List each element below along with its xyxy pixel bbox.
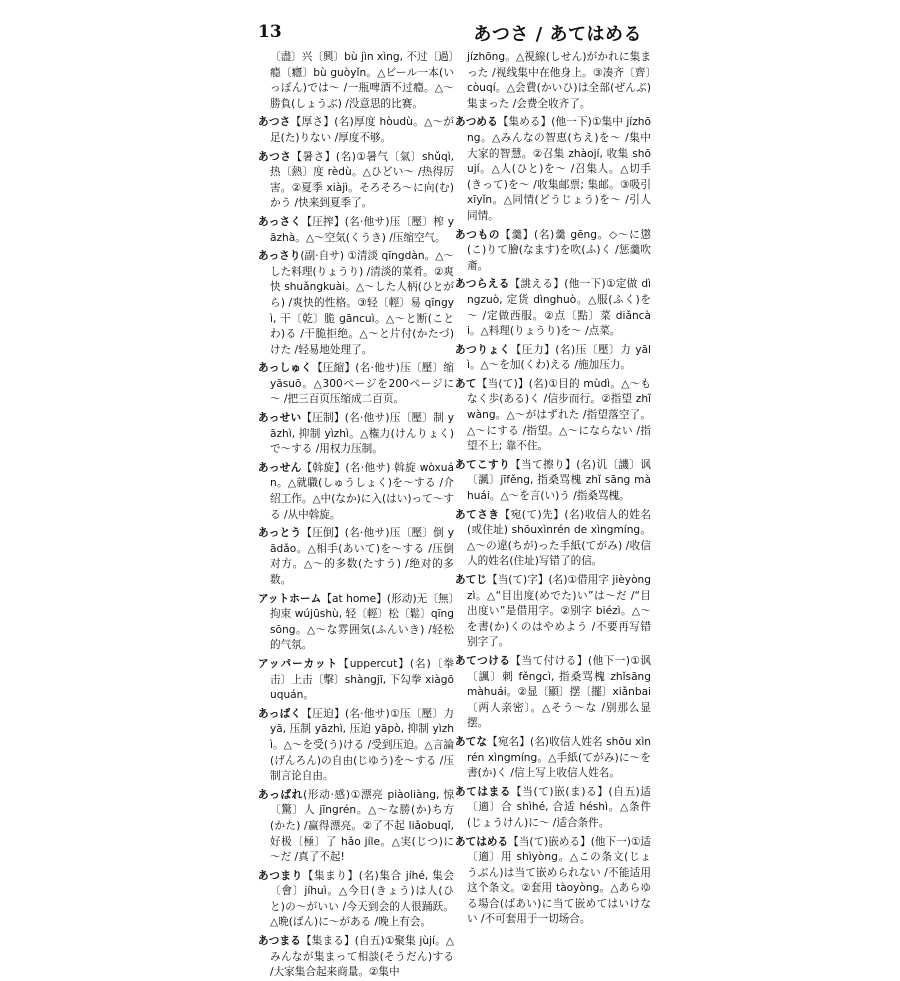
dictionary-entry xyxy=(455,377,651,455)
dictionary-entry xyxy=(455,785,651,832)
page-number: 13 xyxy=(258,22,282,42)
entry-definition: 【圧迫】(名·他サ)①压〔壓〕力 yā, 压制 yāzhì, 压迫 yāpò, 抑制 yìzhì。△～を受(う)ける /受到压迫。△言論(げんろん)の自由(じゆう)を～する /压制言论自由。 xyxy=(270,707,454,783)
dictionary-entry xyxy=(258,50,454,112)
entry-headword: あっせい xyxy=(258,412,302,425)
entry-headword: あっしゅく xyxy=(258,362,313,375)
entry-definition: 〔盡〕兴〔興〕bù jìn xìng, 不过〔過〕瘾〔癮〕bù guòyǐn。△ビール一本(いっぽん)では～ /一瓶啤酒不过瘾。△～勝負(しょうぶ) /没意思的比赛。 xyxy=(270,51,454,110)
entry-headword: あてな xyxy=(455,735,488,748)
entry-definition: 【uppercut】(名)〔拳击〕上击〔擊〕shàngjī, 下勾拳 xiàgōuquán。 xyxy=(270,657,454,702)
entry-definition: 【圧倒】(名·他サ)压〔壓〕倒 yādǎo。△相手(あいて)を～する /压倒对方。△～的多数(たすう) /绝对的多数。 xyxy=(270,527,454,586)
dictionary-entry xyxy=(455,735,651,782)
entry-definition: 【at home】(形动)无〔無〕拘束 wújūshù, 轻〔輕〕松〔鬆〕qīng sōng。△～な雰囲気(ふんいき) /轻松的气氛。 xyxy=(270,592,454,652)
dictionary-entry xyxy=(258,788,454,866)
entry-headword: あつさ xyxy=(258,150,292,163)
dictionary-entry xyxy=(258,249,454,358)
entry-headword: あつまる xyxy=(258,935,301,948)
entry-definition: (形动·感)①漂亮 piàoliàng, 惊〔驚〕人 jīngrén。△～な勝(か)ち方(かた) /赢得漂亮。②了不起 liǎobuqǐ, 好极〔極〕了 hǎo jíle。△実(じつ)に～だ /真了不起! xyxy=(270,788,454,864)
entry-headword: あてさき xyxy=(455,508,500,521)
entry-headword: アットホーム xyxy=(258,592,322,605)
entry-headword: アッパーカット xyxy=(258,657,339,670)
dictionary-entry xyxy=(258,934,454,981)
entry-definition: 【羹】(名)羹 gēng。◇～に懲(こ)りて膾(なます)を吹(ふ)く /惩羹吹齑。 xyxy=(467,228,651,272)
entry-definition: 【圧制】(名·他サ)压〔壓〕制 yāzhì, 抑制 yìzhì。△権力(けんりょく)で～する /用权力压制。 xyxy=(270,412,454,456)
dictionary-entry xyxy=(258,115,454,146)
dictionary-entry xyxy=(258,657,454,704)
entry-definition: 【圧力】(名)压〔壓〕力 yālì。△～を加(くわ)える /施加压力。 xyxy=(467,343,652,372)
entry-headword: あっせん xyxy=(258,461,302,474)
dictionary-entry xyxy=(258,215,454,246)
entry-headword: あつらえる xyxy=(455,278,510,291)
entry-headword: あてはまる xyxy=(455,785,512,798)
entry-headword: あっさく xyxy=(258,215,302,228)
entry-definition: 【誂える】(他一下)①定做 dìngzuò, 定货 dìnghuò。△服(ふく)を～ /定做西服。②点〔點〕菜 diǎncài。△料理(りょうり)を～ /点菜。 xyxy=(467,278,651,338)
entry-definition: 【集まり】(名)集合 jíhé, 集会〔會〕jíhuì。△今日(きょう)は人(ひと)の～がいい /今天到会的人很踊跃。△晩(ばん)に～がある /晚上有会。 xyxy=(270,869,454,929)
dictionary-entry xyxy=(455,115,651,224)
entry-headword: あっぱれ xyxy=(258,788,304,801)
dictionary-entry xyxy=(455,228,651,275)
dictionary-entry xyxy=(258,526,454,588)
entry-definition: (副·自サ) ①清淡 qīngdàn。△～した料理(りょうり) /清淡的菜肴。②爽快 shuǎngkuài。△～した人柄(ひとがら) /爽快的性格。③轻〔輕〕易 qīngyì, 干〔乾〕脆 gāncuì。△～と断(ことわ)る /干脆拒绝。△～と片付(かたづ)けた /轻易地处理了。 xyxy=(270,250,454,356)
entry-definition: 【厚さ】(名)厚度 hòudù。△～が足(た)りない /厚度不够。 xyxy=(270,116,455,144)
dictionary-entry xyxy=(455,50,651,112)
dictionary-entry xyxy=(455,458,651,505)
entry-headword: あてじ xyxy=(455,574,487,586)
entry-headword: あっぱく xyxy=(258,707,302,720)
entry-definition: 【圧搾】(名·他サ)压〔壓〕榨 yāzhà。△～空気(くうき) /压缩空气。 xyxy=(270,215,454,244)
entry-headword: あっとう xyxy=(258,527,302,540)
entry-headword: あつまり xyxy=(258,869,303,882)
dictionary-entry xyxy=(455,654,651,732)
entry-definition: 【宛(て)先】(名)收信人的姓名(或住址) shōuxìnrén de xìngmíng。△～の違(ちが)った手紙(てがみ) /收信人的姓名(住址)写错了的信。 xyxy=(467,508,652,568)
dictionary-entry xyxy=(455,277,651,339)
dictionary-entry xyxy=(258,592,454,654)
entry-headword: あつりょく xyxy=(455,343,511,356)
entry-definition: 【当(て)】(名)①目的 mùdì。△～もなく歩(ある)く /信步而行。②指望 zhǐwàng。△～がはずれた /指望落空了。△～にする /指望。△～にならない /指望不上; 靠不住。 xyxy=(467,377,652,453)
entry-definition: 【当て付ける】(他下一)①讽〔諷〕刺 fěngcì, 指桑骂槐 zhǐsāng màhuái。②显〔顯〕摆〔擺〕xiǎnbai〔两人亲密〕。△そう～な /别那么显摆。 xyxy=(467,654,652,730)
entry-definition: 【集まる】(自五)①聚集 jùjí。△みんなが集まって相談(そうだん)する /大家集合起来商量。②集中 xyxy=(270,935,455,979)
dictionary-entry xyxy=(258,869,454,931)
entry-headword: あつさ xyxy=(258,116,291,129)
entry-headword: あてはめる xyxy=(455,835,509,848)
entry-headword: あて xyxy=(455,377,477,390)
dictionary-entry xyxy=(258,361,454,408)
dictionary-entry xyxy=(258,150,454,212)
dictionary-entry xyxy=(258,707,454,785)
right-column xyxy=(455,50,652,926)
dictionary-entry xyxy=(455,508,651,570)
entry-definition: 【当(て)嵌める】(他下一)①适〔適〕用 shìyòng。△この条文(じょうぶん)は当て嵌められない /不能适用这个条文。②套用 tàoyòng。△あらゆる場合(ばあい)に当て嵌めてはいけない /不可套用于一切场合。 xyxy=(467,835,652,926)
entry-definition: 【当て擦り】(名)讥〔譏〕讽〔諷〕jīfěng, 指桑骂槐 zhǐ sāng mà huái。△～を言(い)う /指桑骂槐。 xyxy=(467,458,652,503)
entry-headword: あてこすり xyxy=(455,458,511,471)
entry-headword: あつめる xyxy=(455,116,498,129)
entry-headword: あつもの xyxy=(455,228,501,241)
dictionary-entry xyxy=(258,411,454,458)
entry-definition: 【集める】(他一下)①集中 jízhōng。△みんなの智恵(ちえ)を～ /集中大家的智慧。②召集 zhàojí, 收集 shōují。△人(ひと)を～ /召集人。△切手(きって)を～ /收集邮票; 集邮。③吸引 xīyǐn。△同情(どうじょう)を～ /引人同情。 xyxy=(467,116,652,222)
dictionary-entry xyxy=(455,573,651,651)
entry-definition: jízhōng。△視線(しせん)がかれに集まった /视线集中在他身上。③凑齐〔齊〕còuqí。△会費(かいひ)は全部(ぜんぶ)集まった /会费全收齐了。 xyxy=(467,51,651,110)
running-head: あつさ / あてはめる xyxy=(473,24,642,45)
entry-definition: 【宛名】(名)收信人姓名 shōu xìnrén xìngmíng。△手紙(てがみ)に～を書(か)く /信上写上收信人姓名。 xyxy=(467,735,652,780)
dictionary-entry xyxy=(258,461,454,523)
dictionary-entry xyxy=(455,835,651,929)
entry-headword: あてつける xyxy=(455,654,511,667)
entry-definition: 【当(て)嵌(ま)る】(自五)适〔適〕合 shìhé, 合适 héshì。△条件(じょうけん)に～ /适合条件。 xyxy=(467,785,651,829)
entry-definition: 【暑さ】(名)①暑气〔氣〕shǔqì, 热〔熱〕度 rèdù。△ひどい～ /热得厉害。②夏季 xiàjì。そろそろ～に向(む)かう /快来到夏季了。 xyxy=(270,150,455,210)
entry-definition: 【斡旋】(名·他サ) 斡旋 wòxuán。△就職(しゅうしょく)を～する /介绍工作。△中(なか)に入(はい)って～する /从中斡旋。 xyxy=(270,461,454,521)
entry-definition: 【当(て)字】(名)①借用字 jièyòngzì。△“目出度(めでた)い”は～だ /“目出度い”是借用字。②别字 biézì。△～を書(か)くのはやめよう /不要再写错别字了。 xyxy=(467,574,651,649)
left-column xyxy=(258,50,455,979)
dictionary-entry xyxy=(455,343,651,374)
entry-headword: あっさり xyxy=(258,250,301,263)
entry-definition: 【圧縮】(名·他サ)压〔壓〕缩 yāsuō。△300ページを200ページに～ /把三百页压缩成二百页。 xyxy=(270,362,454,406)
